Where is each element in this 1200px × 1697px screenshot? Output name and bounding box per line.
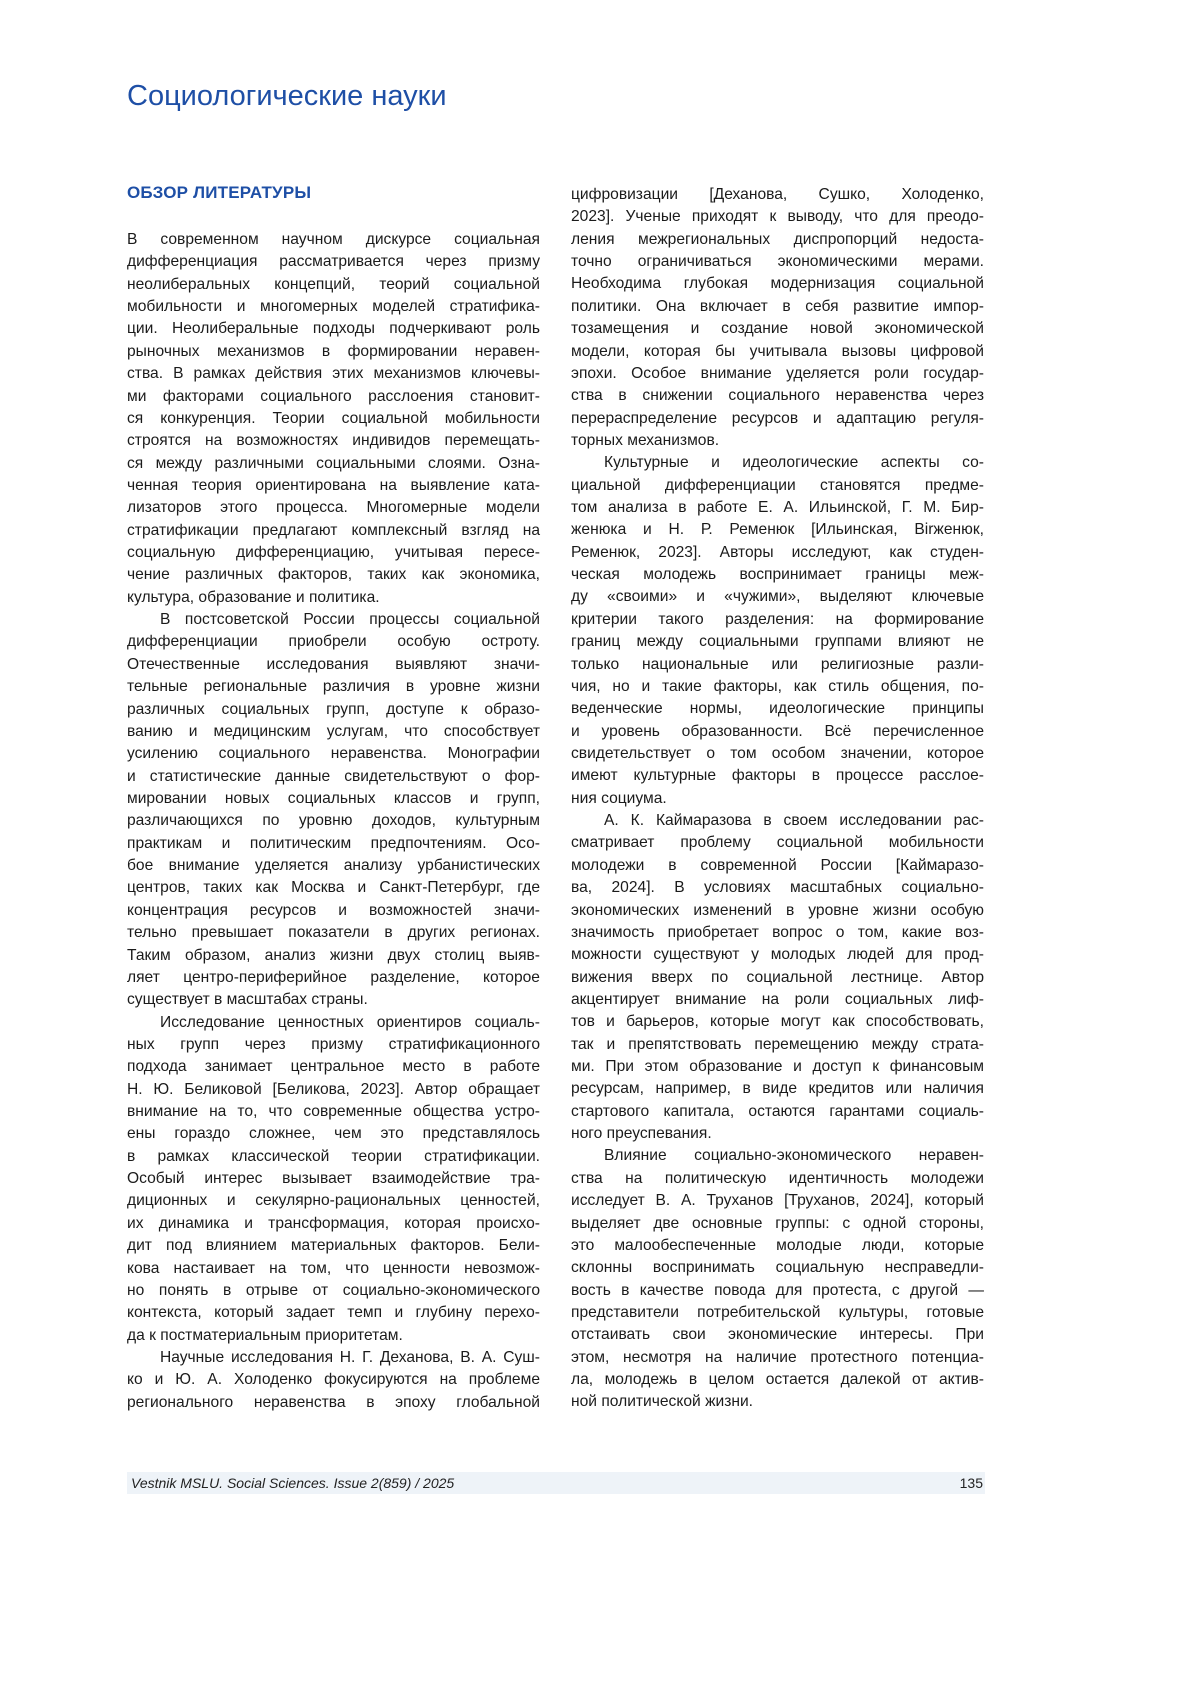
text-line: ляет центро-периферийное разделение, которое [127,967,540,989]
text-line: ства в снижении социального неравенства через [571,385,984,407]
text-line: имеют культурные факторы в процессе расслое- [571,765,984,787]
text-line: Таким образом, анализ жизни двух столиц выяв- [127,945,540,967]
text-line: но понять в отрыве от социально-экономического [127,1280,540,1302]
page-footer [127,1472,985,1494]
text-line: дифференциация рассматривается через призму [127,251,540,273]
text-line: акцентирует внимание на роли социальных лиф- [571,989,984,1011]
text-line: чение различных факторов, таких как экономика, [127,564,540,586]
text-line: Отечественные исследования выявляют значи- [127,654,540,676]
text-line: ванию и медицинским услугам, что способствует [127,721,540,743]
text-line: вость в качестве повода для протеста, с другой — [571,1280,984,1302]
text-line: ла, молодежь в целом остается далекой от актив- [571,1369,984,1391]
text-line: Н. Ю. Беликовой [Беликова, 2023]. Автор обращает [127,1079,540,1101]
text-line: вижения вверх по социальной лестнице. Автор [571,967,984,989]
text-line: 2023]. Ученые приходят к выводу, что для преодо- [571,206,984,228]
text-line: ся между различными социальными слоями. Озна- [127,453,540,475]
text-line: циальной дифференциации становятся предме- [571,475,984,497]
text-line: ства. В рамках действия этих механизмов ключевы- [127,363,540,385]
text-line: существует в масштабах страны. [127,989,540,1011]
text-line: концентрация ресурсов и возможностей значи- [127,900,540,922]
text-line: ко и Ю. А. Холоденко фокусируются на проблеме [127,1369,540,1391]
paragraph [571,1145,984,1413]
text-line: Научные исследования Н. Г. Деханова, В. А. Суш- [127,1347,540,1369]
text-line: и статистические данные свидетельствуют о фор- [127,766,540,788]
text-line: ния социума. [571,788,984,810]
text-line: торных механизмов. [571,430,984,452]
text-line: Влияние социально-экономического неравен- [571,1145,984,1167]
text-line: ления межрегиональных диспропорций недоста- [571,229,984,251]
text-line: тозамещения и создание новой экономической [571,318,984,340]
text-line: представители потребительской культуры, готовые [571,1302,984,1324]
text-line: Особый интерес вызывает взаимодействие тра- [127,1168,540,1190]
text-line: ции. Неолиберальные подходы подчеркивают роль [127,318,540,340]
text-line: эпохи. Особое внимание уделяется роли государ- [571,363,984,385]
text-line: диционных и секулярно-рациональных ценностей, [127,1190,540,1212]
text-line: ены гораздо сложнее, чем это представлялось [127,1123,540,1145]
journal-name: Vestnik MSLU. Social Sciences. Issue 2(859) / 2025 [131,1475,454,1491]
page-number: 135 [960,1475,983,1491]
paragraph [571,452,984,810]
text-line: ченная теория ориентирована на выявление ката- [127,475,540,497]
text-line: стартового капитала, остаются гарантами социаль- [571,1101,984,1123]
text-line: в рамках классической теории стратификации. [127,1146,540,1168]
text-line: дит под влиянием материальных факторов. Бели- [127,1235,540,1257]
text-line: рыночных механизмов в формировании неравен- [127,341,540,363]
text-line: ного преуспевания. [571,1123,984,1145]
text-line: А. К. Каймаразова в своем исследовании рас- [571,810,984,832]
text-line: чия, но и такие факторы, как стиль общения, по- [571,676,984,698]
text-line: так и препятствовать перемещению между страта- [571,1034,984,1056]
text-line: границ между социальными группами влияют не [571,631,984,653]
text-line: тов и барьеров, которые могут как способствовать, [571,1011,984,1033]
text-line: бое внимание уделяется анализу урбанистических [127,855,540,877]
text-line: отстаивать свои экономические интересы. При [571,1324,984,1346]
text-line: центров, таких как Москва и Санкт-Петербург, где [127,877,540,899]
paragraph [127,1347,540,1414]
text-line: женюка и Н. Р. Ременюк [Ильинская, Birженюк, [571,519,984,541]
text-line: мировании новых социальных классов и групп, [127,788,540,810]
text-line: исследует В. А. Труханов [Труханов, 2024], который [571,1190,984,1212]
paragraph [127,609,540,1011]
text-line: модели, которая бы учитывала вызовы цифровой [571,341,984,363]
text-line: да к постматериальным приоритетам. [127,1325,540,1347]
text-line: и уровень образованности. Всё перечисленное [571,721,984,743]
text-line: экономических изменений в уровне жизни особую [571,900,984,922]
text-line: тельно превышает показатели в других регионах. [127,922,540,944]
text-line: внимание на то, что современные общества устро- [127,1101,540,1123]
text-line: значимость приобретает вопрос о том, какие воз- [571,922,984,944]
text-line: этом, несмотря на наличие протестного потенциа- [571,1347,984,1369]
right-column [571,184,984,1414]
paragraph [571,810,984,1145]
text-line: Ременюк, 2023]. Авторы исследуют, как студен- [571,542,984,564]
text-line: ва, 2024]. В условиях масштабных социально- [571,877,984,899]
text-line: контекста, который задает темп и глубину перехо- [127,1302,540,1324]
text-line: ной политической жизни. [571,1391,984,1413]
text-line: культура, образование и политика. [127,587,540,609]
text-line: только национальные или религиозные разли- [571,654,984,676]
text-line: кова настаивает на том, что ценности невозмож- [127,1258,540,1280]
text-line: склонны воспринимать социальную несправедли- [571,1257,984,1279]
left-column [127,229,540,1414]
text-line: практикам и политическим предпочтениям. Осо- [127,833,540,855]
text-line: выделяет две основные группы: с одной стороны, [571,1213,984,1235]
text-line: ресурсам, например, в виде кредитов или наличия [571,1078,984,1100]
text-line: неолиберальных концепций, теорий социальной [127,274,540,296]
paragraph [127,229,540,609]
text-line: стратификации предлагают комплексный взгляд на [127,520,540,542]
text-line: дифференциации приобрели особую остроту. [127,631,540,653]
text-line: ся конкуренция. Теории социальной мобильности [127,408,540,430]
paragraph [127,1012,540,1347]
text-line: тельные региональные различия в уровне жизни [127,676,540,698]
article-heading: ОБЗОР ЛИТЕРАТУРЫ [127,183,311,203]
text-line: социальную дифференциацию, учитывая пересе- [127,542,540,564]
text-line: ных групп через призму стратификационного [127,1034,540,1056]
text-line: ми. При этом образование и доступ к финансовым [571,1056,984,1078]
text-line: Культурные и идеологические аспекты со- [571,452,984,474]
text-line: свидетельствует о том особом значении, которое [571,743,984,765]
text-line: Необходима глубокая модернизация социальной [571,273,984,295]
text-line: ческая молодежь воспринимает границы меж- [571,564,984,586]
text-line: усилению социального неравенства. Монографии [127,743,540,765]
text-line: это малообеспеченные молодые люди, которые [571,1235,984,1257]
text-line: веденческие нормы, идеологические принципы [571,698,984,720]
text-line: различных социальных групп, доступе к образо- [127,699,540,721]
text-line: критерии такого разделения: на формирование [571,609,984,631]
text-line: том анализа в работе Е. А. Ильинской, Г. М. Бир- [571,497,984,519]
text-line: цифровизации [Деханова, Сушко, Холоденко, [571,184,984,206]
text-line: сматривает проблему социальной мобильности [571,832,984,854]
text-line: ства на политическую идентичность молодежи [571,1168,984,1190]
section-title: Социологические науки [127,80,447,113]
text-line: регионального неравенства в эпоху глобальной [127,1392,540,1414]
text-line: их динамика и трансформация, которая происхо- [127,1213,540,1235]
text-line: подхода занимает центральное место в работе [127,1056,540,1078]
text-line: В постсоветской России процессы социальной [127,609,540,631]
text-line: молодежи в современной России [Каймаразо- [571,855,984,877]
text-line: В современном научном дискурсе социальная [127,229,540,251]
text-line: мобильности и многомерных моделей стратифика- [127,296,540,318]
text-line: можности существуют у молодых людей для прод- [571,944,984,966]
text-line: политики. Она включает в себя развитие импор- [571,296,984,318]
text-line: ми факторами социального расслоения становит- [127,386,540,408]
text-line: строятся на возможностях индивидов перемещать- [127,430,540,452]
text-line: точно ограничиваться экономическими мерами. [571,251,984,273]
text-line: Исследование ценностных ориентиров социаль- [127,1012,540,1034]
paragraph [571,184,984,452]
text-line: различающихся по уровню доходов, культурным [127,810,540,832]
text-line: перераспределение ресурсов и адаптацию регуля- [571,408,984,430]
text-line: ду «своими» и «чужими», выделяют ключевые [571,586,984,608]
text-line: лизаторов этого процесса. Многомерные модели [127,497,540,519]
